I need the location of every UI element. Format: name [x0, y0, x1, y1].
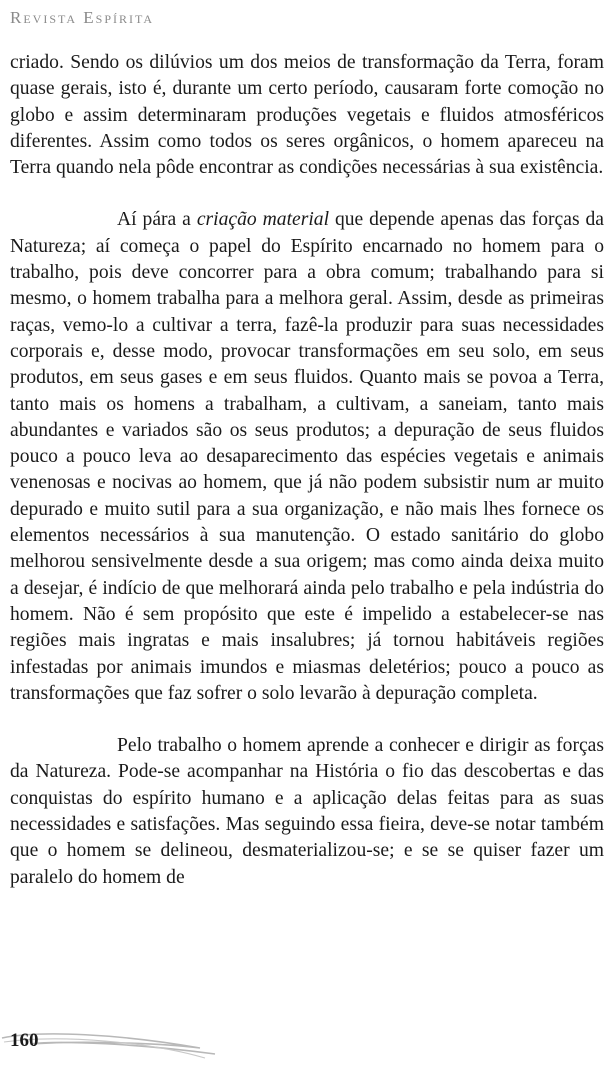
- paragraph-2: [10, 207, 604, 707]
- paragraph-2-emphasis: criação material: [196, 209, 330, 231]
- paragraph-1: criado. Sendo os dilúvios um dos meios de transformação da Terra, foram quase gerais, isto é, durante um certo período, causaram forte comoção no globo e assim determinaram produções vegetais e fluidos atmosféricos diferentes. Assim como todos os seres orgânicos, o homem apareceu na Terra quando nela pôde encontrar as condições necessárias à sua existência.: [10, 52, 604, 179]
- paragraph-3: Pelo trabalho o homem aprende a conhecer e dirigir as forças da Natureza. Pode-se acompanhar na História o fio das descobertas e das conquistas do espírito humano e a aplicação delas feitas para as suas necessidades e satisfações. Mas seguindo essa fieira, deve-se notar também que o homem se delineou, desmaterializou-se; e se se quiser fazer um paralelo do homem de: [10, 735, 604, 888]
- page-number: 160: [10, 1030, 39, 1051]
- paragraph-2-rest: que depende apenas das forças da Natureza; aí começa o papel do Espírito encarnado no homem para o trabalho, pois deve concorrer para a obra comum; trabalhando para si mesmo, o homem trabalha para a melhora geral. Assim, desde as primeiras raças, vemo-lo a cultivar a terra, fazê-la produzir para suas necessidades corporais e, desse modo, provocar transformações em seu solo, em seus produtos, em seus gases e em seus fluidos. Quanto mais se povoa a Terra, tanto mais os homens a trabalham, a cultivam, a saneiam, tanto mais abundantes e variados são os seus produtos; a depuração de seus fluidos pouco a pouco leva ao desaparecimento das espécies vegetais e animais venenosas e nocivas ao homem, que já não podem subsistir num ar muito depurado e muito sutil para a sua organização, e não mais lhes fornece os elementos necessários à sua manutenção. O estado sanitário do globo melhorou sensivelmente desde a sua origem; mas como ainda deixa muito a desejar, é indício de que melhorará ainda pelo trabalho e pela indústria do homem. Não é sem propósito que este é impelido a estabelecer-se nas regiões mais ingratas e mais insalubres; já tornou habitáveis regiões infestadas por animais imundos e miasmas deletérios; pouco a pouco as transformações que faz sofrer o solo levarão à depuração completa.: [10, 209, 604, 704]
- paragraph-2-lead: Aí pára a: [117, 209, 197, 231]
- running-head-title: Revista Espírita: [10, 8, 155, 27]
- body-text: [10, 50, 604, 917]
